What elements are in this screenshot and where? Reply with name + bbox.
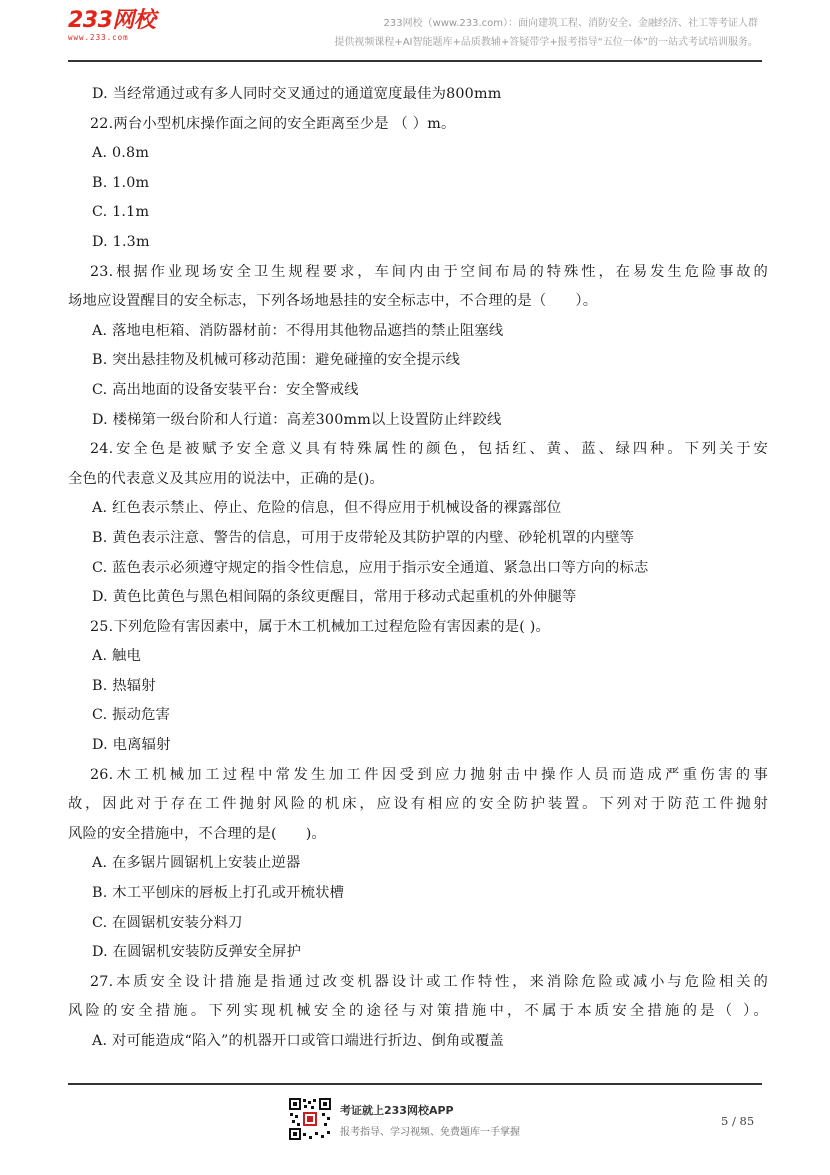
answer-option: D. 1.3m	[92, 233, 150, 250]
qr-code-icon[interactable]	[288, 1097, 332, 1141]
answer-option: C. 1.1m	[92, 204, 150, 221]
page-number: 5 / 85	[721, 1114, 755, 1128]
question-text-continued: 全色的代表意义及其应用的说法中，正确的是()。	[68, 470, 384, 487]
answer-option: B. 突出悬挂物及机械可移动范围：避免碰撞的安全提示线	[92, 352, 461, 369]
logo-url: www.233.com	[68, 33, 129, 42]
answer-option: D. 当经常通过或有多人同时交叉通过的通道宽度最佳为800mm	[92, 86, 502, 102]
header-line-2: 提供视频课程+AI智能题库+品质教辅+答疑带学+报考指导“五位一体”的一站式考试培训服务。	[334, 37, 758, 48]
answer-option: C. 蓝色表示必须遵守规定的指令性信息，应用于指示安全通道、紧急出口等方向的标志	[92, 559, 649, 576]
answer-option: D. 电离辐射	[92, 737, 171, 754]
question-text-continued: 风险的安全措施中，不合理的是( )。	[68, 825, 327, 842]
question-text-continued: 场地应设置醒目的安全标志，下列各场地悬挂的安全标志中，不合理的是（ ）。	[68, 293, 598, 310]
page-header	[0, 0, 830, 60]
answer-option: B. 黄色表示注意、警告的信息，可用于皮带轮及其防护罩的内壁、砂轮机罩的内壁等	[92, 529, 635, 546]
brand-logo[interactable]	[68, 9, 155, 42]
footer-app-title: 考证就上233网校APP	[340, 1104, 454, 1117]
answer-option: B. 木工平刨床的唇板上打孔或开梳状槽	[92, 885, 345, 902]
footer-divider	[68, 1083, 762, 1085]
answer-option: A. 红色表示禁止、停止、危险的信息，但不得应用于机械设备的裸露部位	[92, 500, 562, 517]
question-text: 22.两台小型机床操作面之间的安全距离至少是 （ ）m。	[90, 115, 456, 132]
answer-option: A. 对可能造成“陷入”的机器开口或管口端进行折边、倒角或覆盖	[92, 1033, 504, 1049]
answer-option: A. 落地电柜箱、消防器材前：不得用其他物品遮挡的禁止阻塞线	[92, 322, 504, 339]
header-line-1: 233网校（www.233.com）：面向建筑工程、消防安全、金融经济、社工等考证人群	[383, 18, 758, 29]
answer-option: B. 热辐射	[92, 677, 156, 694]
answer-option: A. 0.8m	[92, 145, 150, 162]
question-text: 24.安全色是被赋予安全意义具有特殊属性的颜色，包括红、黄、蓝、绿四种。下列关于安	[90, 441, 768, 458]
question-text: 26.木工机械加工过程中常发生加工件因受到应力抛射击中操作人员而造成严重伤害的事	[90, 766, 768, 783]
document-body	[68, 80, 768, 1057]
question-text: 25.下列危险有害因素中，属于木工机械加工过程危险有害因素的是( )。	[90, 618, 551, 635]
question-text-continued: 风险的安全措施。下列实现机械安全的途径与对策措施中，不属于本质安全措施的是（ ）。	[68, 1003, 768, 1020]
question-text: 23.根据作业现场安全卫生规程要求，车间内由于空间布局的特殊性，在易发生危险事故的	[90, 263, 768, 280]
answer-option: C. 振动危害	[92, 707, 171, 724]
footer-app-subtitle: 报考指导、学习视频、免费题库一手掌握	[340, 1127, 520, 1138]
answer-option: A. 在多锯片圆锯机上安装止逆器	[92, 855, 301, 872]
answer-option: D. 楼梯第一级台阶和人行道：高差300mm以上设置防止绊跤线	[92, 411, 502, 428]
answer-option: B. 1.0m	[92, 174, 150, 191]
answer-option: A. 触电	[92, 648, 142, 665]
answer-option: D. 黄色比黄色与黑色相间隔的条纹更醒目，常用于移动式起重机的外伸腿等	[92, 589, 577, 606]
answer-option: C. 在圆锯机安装分料刀	[92, 914, 243, 931]
question-text: 27.本质安全设计措施是指通过改变机器设计或工作特性，来消除危险或减小与危险相关的	[90, 973, 768, 990]
question-text-continued: 故，因此对于存在工件抛射风险的机床，应设有相应的安全防护装置。下列对于防范工件抛射	[68, 796, 768, 813]
answer-option: C. 高出地面的设备安装平台：安全警戒线	[92, 381, 359, 398]
header-tagline	[334, 14, 758, 52]
header-divider	[68, 60, 762, 62]
answer-option: D. 在圆锯机安装防反弹安全屏护	[92, 944, 302, 961]
logo-text: 233网校	[68, 8, 156, 33]
